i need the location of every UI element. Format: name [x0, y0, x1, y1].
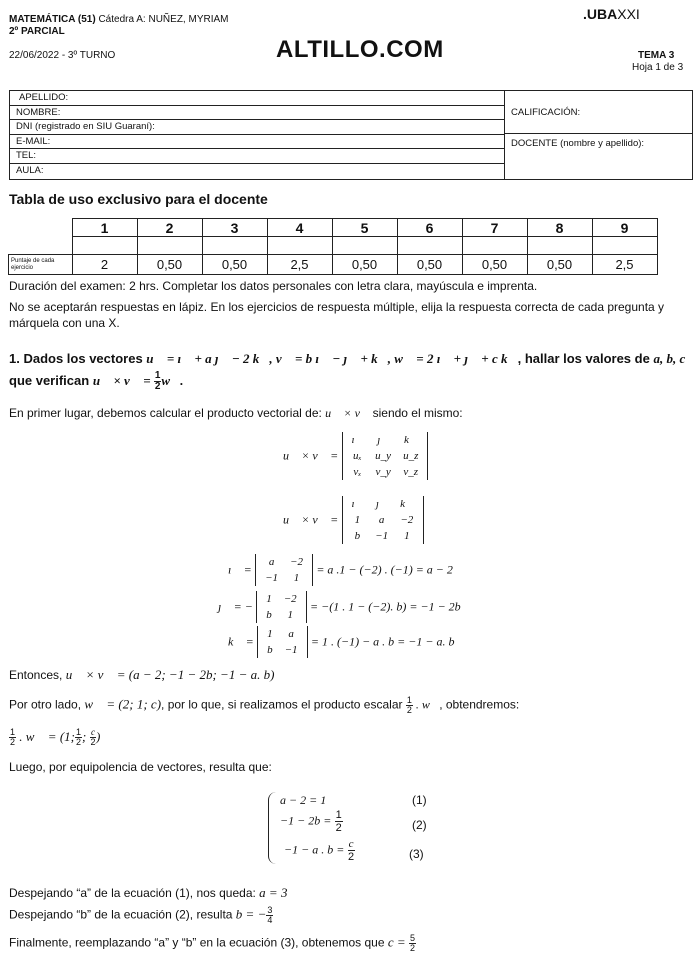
grading-fields: [505, 91, 692, 179]
j-component: ȷ⃗ = − 1 −2 b 1 = −(1 . 1 − (−2). b) = −1 − 2b: [218, 593, 461, 621]
half-w-line: $\frac{1}{2}$ . w⃗ = (1; $\frac{1}{2}$ ; $\frac{c}{2}$ ): [10, 727, 101, 747]
site-title: ALTILLO.COM: [276, 36, 444, 63]
eq-3-number: (3): [409, 847, 424, 861]
course-line: [9, 14, 228, 26]
eq-1: a − 2 = 1: [280, 793, 327, 807]
points-3: 0,50: [202, 255, 267, 275]
tema: TEMA 3: [638, 50, 675, 61]
points-5: 0,50: [332, 255, 397, 275]
score-table-title: Tabla de uso exclusivo para el docente: [9, 191, 268, 207]
col-2: 2: [137, 219, 202, 237]
eq-2-number: (2): [412, 818, 427, 832]
eq-1-number: (1): [412, 793, 427, 807]
determinant-generic: ı⃗ ȷ⃗ k⃗ uₓ u_y u_z vₓ v_y v_z: [342, 432, 429, 480]
col-9: 9: [592, 219, 657, 237]
col-6: 6: [397, 219, 462, 237]
col-5: 5: [332, 219, 397, 237]
otro-lado-line: Por otro lado, w⃗ = (2; 1; c), por lo que, si realizamos el producto escalar $\frac{1}{2}$ . w⃗, obtendremos:: [9, 695, 520, 715]
points-8: 0,50: [527, 255, 592, 275]
col-7: 7: [462, 219, 527, 237]
points-2: 0,50: [137, 255, 202, 275]
score-header-row: [9, 219, 658, 237]
eq-3: −1 − a . b = $\frac{c}{2}$: [284, 838, 355, 863]
entonces-line: Entonces, u⃗ × v⃗ = (a − 2; −1 − 2b; −1 − a. b): [9, 667, 275, 682]
student-info-form: [9, 90, 693, 180]
field-dni[interactable]: DNI (registrado en SIU Guaraní):: [10, 120, 504, 135]
field-aula[interactable]: AULA:: [16, 164, 44, 176]
eq-2: −1 − 2b = $\frac{1}{2}$: [280, 809, 342, 834]
fraction-half: $\frac{1}{2}$: [154, 370, 161, 393]
i-component: ı⃗ = a −2 −1 1 = a .1 − (−2) . (−1) = a − 2: [228, 556, 453, 584]
field-nombre[interactable]: NOMBRE:: [10, 106, 504, 121]
despejando-b: Despejando “b” de la ecuación (2), resulta b = − $\frac{3}{4}$: [9, 905, 273, 925]
col-3: 3: [202, 219, 267, 237]
col-8: 8: [527, 219, 592, 237]
question-1: 1. Dados los vectores u⃗ = ı⃗ + a ȷ⃗ − 2 k⃗, v⃗ = b ı⃗ − ȷ⃗ + k⃗, w⃗ = 2 ı⃗ + ȷ⃗ + c k⃗, hallar los valores de a, b, c que verifican u⃗ × v⃗ = $\frac{1}{2}$ w⃗.: [9, 351, 686, 393]
cross-product-generic: u⃗ × v⃗ = ı⃗ ȷ⃗ k⃗ uₓ u_y u_z vₓ v_y v_z: [283, 432, 428, 480]
k-component: k⃗ = 1 a b −1 = 1 . (−1) − a . b = −1 − a. b: [228, 628, 455, 656]
chair-name: Cátedra A: NUÑEZ, MYRIAM: [98, 14, 229, 25]
points-4: 2,5: [267, 255, 332, 275]
luego-text: Luego, por equipolencia de vectores, resulta que:: [9, 760, 272, 774]
uba-logo: .UBAXXI: [583, 6, 640, 22]
exam-date: 22/06/2022 - 3º TURNO: [9, 50, 116, 61]
final-line: Finalmente, reemplazando “a” y “b” en la ecuación (3), obtenemos que c = $\frac{5}{2}$: [9, 933, 416, 953]
hoja: Hoja 1 de 3: [632, 62, 684, 73]
points-label: Puntaje de cada ejercicio: [9, 255, 73, 275]
score-table: [8, 218, 658, 275]
col-1: 1: [72, 219, 137, 237]
points-9: 2,5: [592, 255, 657, 275]
cross-product-values: u⃗ × v⃗ = ı⃗ ȷ⃗ k⃗ 1 a −2 b −1 1: [283, 496, 424, 544]
col-4: 4: [267, 219, 332, 237]
points-7: 0,50: [462, 255, 527, 275]
student-fields: [10, 91, 505, 179]
duration-text: Duración del examen: 2 hrs. Completar los datos personales con letra clara, mayúscula e imprenta.: [9, 279, 538, 293]
field-calificacion[interactable]: CALIFICACIÓN:: [505, 91, 692, 134]
determinant-values: ı⃗ ȷ⃗ k⃗ 1 a −2 b −1 1: [342, 496, 424, 544]
field-tel[interactable]: TEL:: [10, 149, 504, 164]
field-email[interactable]: E-MAIL:: [10, 135, 504, 150]
points-6: 0,50: [397, 255, 462, 275]
system-brace: [268, 792, 279, 864]
intro-text: En primer lugar, debemos calcular el producto vectorial de: u⃗ × v⃗ siendo el mismo:: [9, 406, 463, 420]
exam-title: 2º PARCIAL: [9, 26, 65, 37]
field-apellido[interactable]: APELLIDO:: [10, 91, 504, 106]
field-docente[interactable]: DOCENTE (nombre y apellido):: [511, 138, 645, 149]
rules-text: No se aceptarán respuestas en lápiz. En los ejercicios de respuesta múltiple, elija la respuesta correcta de cada pregunta y márquela con una X.: [9, 300, 665, 330]
course-name: MATEMÁTICA (51): [9, 14, 96, 25]
points-1: 2: [72, 255, 137, 275]
question-vectors: u⃗ = ı⃗ + a ȷ⃗ − 2 k⃗, v⃗ = b ı⃗ − ȷ⃗ + k⃗, w⃗ = 2 ı⃗ + ȷ⃗ + c k⃗: [146, 351, 518, 366]
despejando-a: Despejando “a” de la ecuación (1), nos queda: a = 3: [9, 885, 288, 900]
score-blank-row: [9, 237, 658, 255]
score-points-row: [9, 255, 658, 275]
